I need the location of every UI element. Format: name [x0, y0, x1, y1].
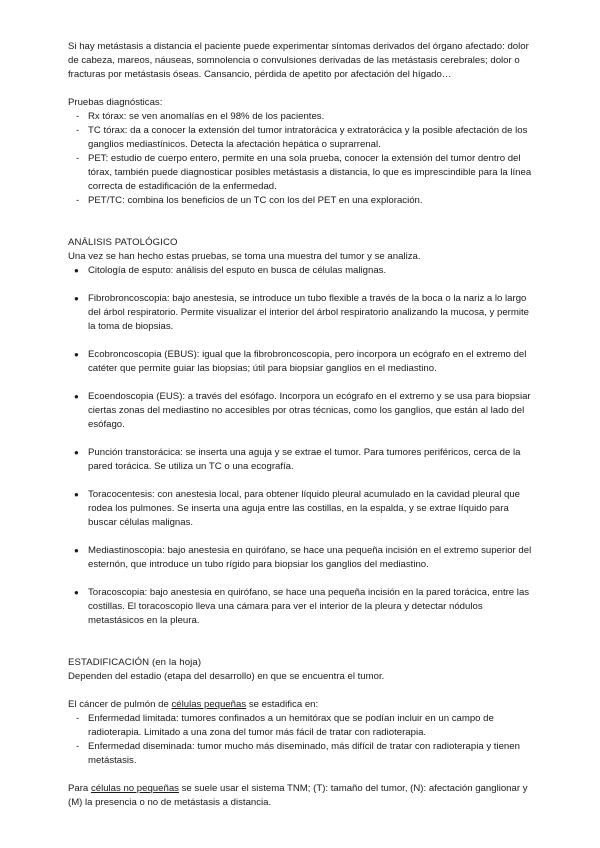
sentence-text: se suele usar el sistema TNM; (T): tamaño del tumor, (N): afectación ganglionar y (M) la presencia o no de metástasis a distancia. [68, 783, 528, 808]
intro-paragraph: Si hay metástasis a distancia el paciente puede experimentar síntomas derivados del órgano afectado: dolor de cabeza, mareos, náuseas, somnolencia o convulsiones derivadas de las metástasis cerebrales; dolor o fracturas por metástasis óseas. Cansancio, pérdida de apetito por afectación del hígado… [68, 41, 529, 80]
list-item [68, 586, 538, 628]
list-item-text: Fibrobroncoscopia: bajo anestesia, se introduce un tubo flexible a través de la boca o la nariz a lo largo del árbol respiratorio. Permite visualizar el interior del árbol respiratorio analizando la mucosa, y permite la toma de biopsias. [88, 293, 529, 332]
bullet-icon: ● [74, 546, 79, 555]
list-item: - PET/TC: combina los beneficios de un TC con los del PET en una exploración. [68, 194, 538, 208]
list-item [68, 264, 538, 278]
bullet-icon: ● [74, 294, 79, 303]
underlined-term: células no pequeñas [90, 783, 179, 794]
bullet-icon: ● [74, 350, 79, 359]
pruebas-list [68, 110, 538, 208]
list-item [68, 390, 538, 432]
underlined-term: células pequeñas [171, 699, 247, 710]
list-item: - Enfermedad limitada: tumores confinados a un hemitórax que se podían incluir en un campo de radioterapia. Limitado a una zona del tumor más fácil de tratar con radioterapia. [68, 712, 538, 740]
bullet-icon: ● [74, 392, 79, 401]
estadificacion-intro: Dependen del estadio (etapa del desarrollo) en que se encuentra el tumor. [68, 671, 385, 682]
bullet-icon: ● [74, 588, 79, 597]
list-item-text: Mediastinoscopia: bajo anestesia en quirófano, se hace una pequeña incisión en el extremo superior del esternón, que introduce un tubo rígido para biopsiar los ganglios del mediastino. [88, 545, 532, 570]
list-item-text: Ecobroncoscopia (EBUS): igual que la fibrobroncoscopia, pero incorpora un ecógrafo en el extremo del catéter que permite guiar las biopsias; útil para biopsiar ganglios en el mediastino. [88, 349, 527, 374]
analisis-list [68, 264, 538, 628]
pruebas-heading: Pruebas diagnósticas: [68, 97, 163, 108]
list-item-text: Toracoscopia: bajo anestesia en quirófano, se hace una pequeña incisión en la pared torácica, entre las costillas. El toracoscopio lleva una cámara para ver el interior de la pleura y detectar nódulos metastásicos en la pleura. [88, 587, 530, 626]
bullet-icon: ● [74, 266, 79, 275]
sentence-text: se estadifica en: [246, 699, 319, 710]
estadificacion-list [68, 712, 538, 768]
bullet-icon: ● [74, 448, 79, 457]
sentence-text: Para [68, 783, 91, 794]
list-item: - TC tórax: da a conocer la extensión del tumor intratorácica y extratorácica y la posible afectación de los ganglios mediastínicos. Detecta la afectación hepática o suprarrenal. [68, 124, 538, 152]
list-item: - Enfermedad diseminada: tumor mucho más diseminado, más difícil de tratar con radioterapia y tienen metástasis. [68, 740, 538, 768]
list-item-text: Toracocentesis: con anestesia local, para obtener líquido pleural acumulado en la cavidad pleural que rodea los pulmones. Se inserta una aguja entre las costillas, en la espalda, y se extrae líquido para buscar células malignas. [88, 489, 520, 528]
list-item-text: Ecoendoscopia (EUS): a través del esófago. Incorpora un ecógrafo en el extremo y se usa para biopsiar ciertas zonas del mediastino no accesibles por otras técnicas, como los ganglios, que están al lado del esófago. [88, 391, 531, 430]
list-item [68, 292, 538, 334]
list-item: - Rx tórax: se ven anomalías en el 98% de los pacientes. [68, 110, 538, 124]
list-item [68, 446, 538, 474]
sentence-text: El cáncer de pulmón de [68, 699, 172, 710]
list-item-text: Citología de esputo: análisis del esputo en busca de células malignas. [88, 265, 387, 276]
pequenas-sentence [68, 698, 538, 712]
analisis-intro: Una vez se han hecho estas pruebas, se toma una muestra del tumor y se analiza. [68, 251, 421, 262]
document-page [68, 40, 538, 810]
bullet-icon: ● [74, 490, 79, 499]
analisis-heading: ANÁLISIS PATOLÓGICO [68, 237, 178, 248]
estadificacion-heading: ESTADIFICACIÓN (en la hoja) [68, 657, 202, 668]
list-item-text: Punción transtorácica: se inserta una aguja y se extrae el tumor. Para tumores periféricos, cerca de la pared torácica. Se utiliza un TC o una ecografía. [88, 447, 521, 472]
list-item: - PET: estudio de cuerpo entero, permite en una sola prueba, conocer la extensión del tumor dentro del tórax, también puede diagnosticar posibles metástasis a distancia, lo que es imprescindible para la línea correcta de estadificación de la enfermedad. [68, 152, 538, 194]
list-item [68, 544, 538, 572]
list-item [68, 488, 538, 530]
no-pequenas-sentence [68, 782, 538, 810]
list-item [68, 348, 538, 376]
